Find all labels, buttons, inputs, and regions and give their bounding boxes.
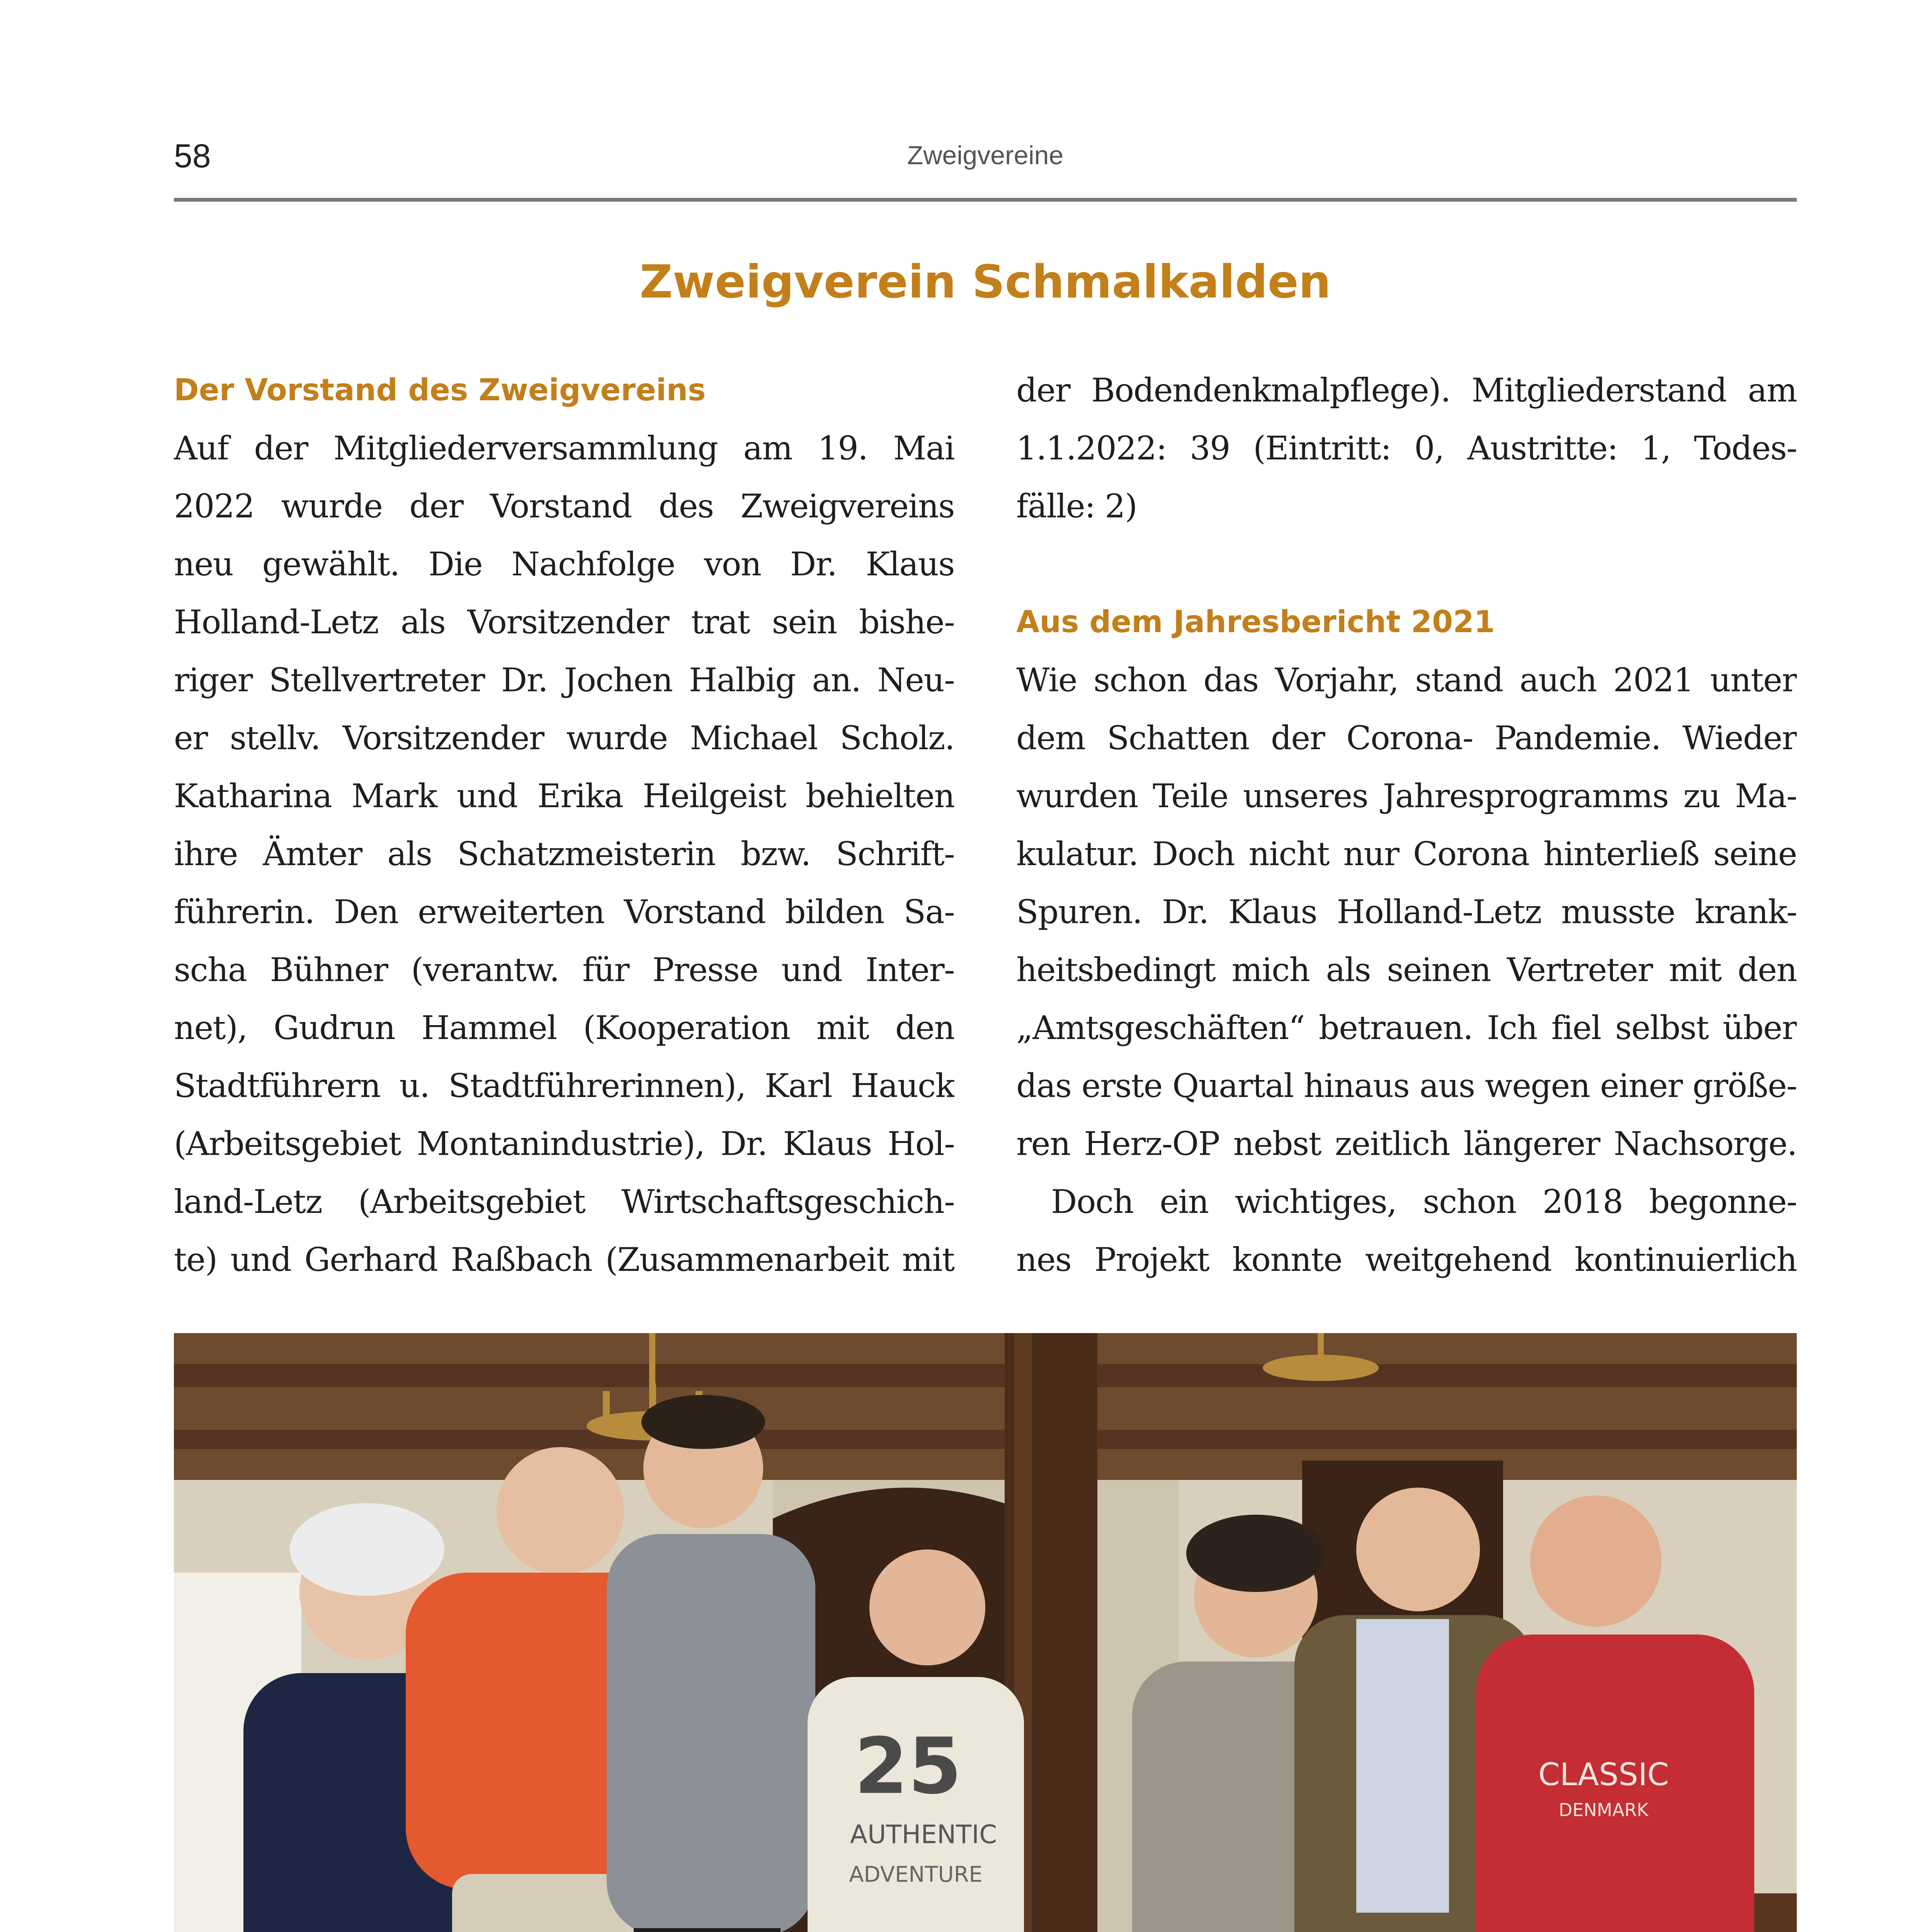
text-line: Auf der Mitgliederversammlung am 19. Mai bbox=[174, 429, 954, 467]
text-line: führerin. Den erweiterten Vorstand bilden Sa- bbox=[174, 893, 954, 931]
text-line: „Amtsgeschäften“ betrauen. Ich fiel selbst über bbox=[1016, 1009, 1797, 1047]
right-column bbox=[1016, 361, 1797, 1289]
subhead-vorstand: Der Vorstand des Zweigvereins bbox=[174, 373, 706, 408]
text-line: kulatur. Doch nicht nur Corona hinterließ seine bbox=[1016, 835, 1797, 873]
text-line: riger Stellvertreter Dr. Jochen Halbig an. Neu- bbox=[174, 661, 954, 699]
text-line: das erste Quartal hinaus aus wegen einer größe- bbox=[1016, 1067, 1797, 1105]
left-column bbox=[174, 361, 954, 1289]
group-photo bbox=[174, 1333, 1797, 1932]
shirt-print-classic: CLASSIC bbox=[1538, 1757, 1669, 1793]
text-line: (Arbeitsgebiet Montanindustrie), Dr. Klaus Hol- bbox=[174, 1125, 954, 1163]
header-rule bbox=[174, 198, 1797, 202]
running-head: Zweigvereine bbox=[907, 141, 1064, 170]
page-header bbox=[174, 137, 1797, 180]
text-line: Stadtführern u. Stadtführerinnen), Karl Hauck bbox=[174, 1067, 954, 1105]
text-line: ren Herz-OP nebst zeitlich längerer Nachsorge. bbox=[1016, 1125, 1797, 1163]
text-line: Katharina Mark und Erika Heilgeist behielten bbox=[174, 777, 954, 815]
text-line: nes Projekt konnte weitgehend kontinuierlich bbox=[1016, 1241, 1797, 1279]
paragraph-spacer bbox=[1016, 535, 1797, 593]
text-line: net), Gudrun Hammel (Kooperation mit den bbox=[174, 1009, 954, 1047]
shirt-print-denmark: DENMARK bbox=[1558, 1799, 1649, 1820]
text-line: fälle: 2) bbox=[1016, 487, 1137, 525]
text-line: scha Bühner (verantw. für Presse und Inter- bbox=[174, 951, 954, 989]
shirt-print-adventure: ADVENTURE bbox=[849, 1862, 983, 1887]
text-line: te) und Gerhard Raßbach (Zusammenarbeit mit bbox=[174, 1241, 954, 1279]
subhead-jahresbericht: Aus dem Jahresbericht 2021 bbox=[1016, 605, 1495, 639]
text-line: Holland-Letz als Vorsitzender trat sein bishe- bbox=[174, 603, 954, 641]
article-title: Zweigverein Schmalkalden bbox=[639, 255, 1331, 308]
text-line: wurden Teile unseres Jahresprogramms zu Ma- bbox=[1016, 777, 1797, 815]
shirt-print-authentic: AUTHENTIC bbox=[850, 1820, 997, 1849]
text-line: Doch ein wichtiges, schon 2018 begonne- bbox=[1051, 1183, 1797, 1221]
text-line: land-Letz (Arbeitsgebiet Wirtschaftsgeschich- bbox=[174, 1183, 954, 1221]
text-line: der Bodendenkmalpflege). Mitgliederstand am bbox=[1016, 371, 1797, 409]
text-line: 2022 wurde der Vorstand des Zweigvereins bbox=[174, 487, 954, 525]
text-line: er stellv. Vorsitzender wurde Michael Scholz. bbox=[174, 719, 954, 757]
text-line: neu gewählt. Die Nachfolge von Dr. Klaus bbox=[174, 545, 954, 583]
text-line: ihre Ämter als Schatzmeisterin bzw. Schrift- bbox=[174, 835, 954, 873]
shirt-print-number: 25 bbox=[854, 1721, 962, 1811]
text-line: Spuren. Dr. Klaus Holland-Letz musste krank- bbox=[1016, 893, 1797, 931]
page-number: 58 bbox=[174, 138, 211, 175]
text-line: Wie schon das Vorjahr, stand auch 2021 unter bbox=[1016, 661, 1797, 699]
text-line: 1.1.2022: 39 (Eintritt: 0, Austritte: 1, Todes- bbox=[1016, 429, 1797, 467]
group-photo-illustration bbox=[174, 1333, 1797, 1932]
text-line: dem Schatten der Corona- Pandemie. Wieder bbox=[1016, 719, 1797, 757]
text-line: heitsbedingt mich als seinen Vertreter mit den bbox=[1016, 951, 1797, 989]
